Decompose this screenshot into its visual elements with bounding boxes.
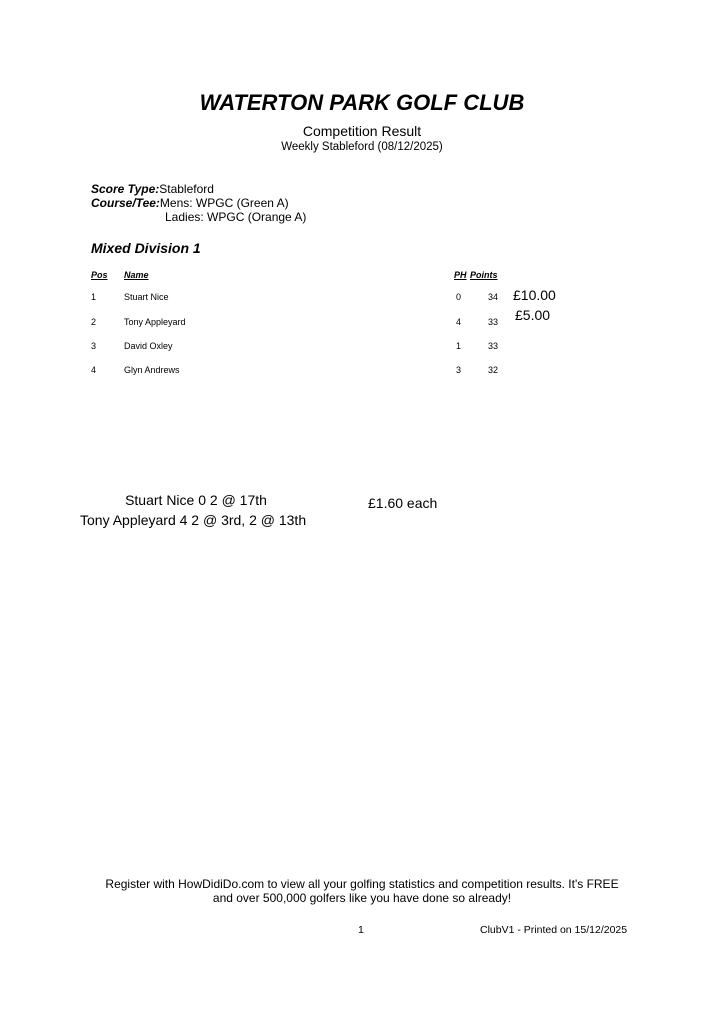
row-pos: 4 [91, 365, 97, 375]
row-prize: £5.00 [515, 307, 551, 323]
row-pos: 3 [91, 341, 97, 351]
row-points: 32 [488, 365, 499, 375]
document-title: Competition Result [302, 123, 422, 139]
row-points: 33 [488, 317, 499, 327]
twos-line: Stuart Nice 0 2 @ 17th [125, 492, 267, 508]
row-name: Glyn Andrews [124, 365, 180, 375]
row-pos: 1 [91, 292, 97, 302]
score-type-value: Stableford [159, 182, 214, 196]
row-name: Tony Appleyard [124, 317, 186, 327]
course-tee-mens: Mens: WPGC (Green A) [159, 196, 289, 210]
row-ph: 1 [456, 341, 462, 351]
score-type-line [91, 182, 214, 196]
twos-line: Tony Appleyard 4 2 @ 3rd, 2 @ 13th [80, 512, 307, 528]
register-note [0, 877, 724, 905]
row-ph: 4 [456, 317, 462, 327]
row-name: David Oxley [124, 341, 173, 351]
printed-on: ClubV1 - Printed on 15/12/2025 [480, 924, 628, 936]
club-name: WATERTON PARK GOLF CLUB [199, 90, 525, 115]
row-pos: 2 [91, 317, 97, 327]
twos-amount: £1.60 each [368, 495, 438, 511]
row-ph: 3 [456, 365, 462, 375]
register-text: Register with HowDidiDo.com to view all your golfing statistics and competition results. It's FREE and over 500,000 golfers like you have done so already! [105, 877, 619, 905]
course-tee-line [91, 196, 289, 210]
course-tee-label: Course/Tee: [91, 196, 160, 210]
division-title: Mixed Division 1 [91, 240, 201, 256]
page-number: 1 [358, 924, 364, 936]
col-header-ph: PH [454, 270, 467, 280]
row-points: 33 [488, 341, 499, 351]
col-header-name: Name [124, 270, 149, 280]
row-ph: 0 [456, 292, 462, 302]
col-header-points: Points [470, 270, 498, 280]
competition-name: Weekly Stableford (08/12/2025) [281, 141, 443, 153]
row-points: 34 [488, 292, 499, 302]
row-prize: £10.00 [513, 287, 556, 303]
col-header-pos: Pos [91, 270, 108, 280]
score-type-label: Score Type: [91, 182, 160, 196]
row-name: Stuart Nice [124, 292, 169, 302]
course-tee-ladies: Ladies: WPGC (Orange A) [165, 210, 307, 224]
